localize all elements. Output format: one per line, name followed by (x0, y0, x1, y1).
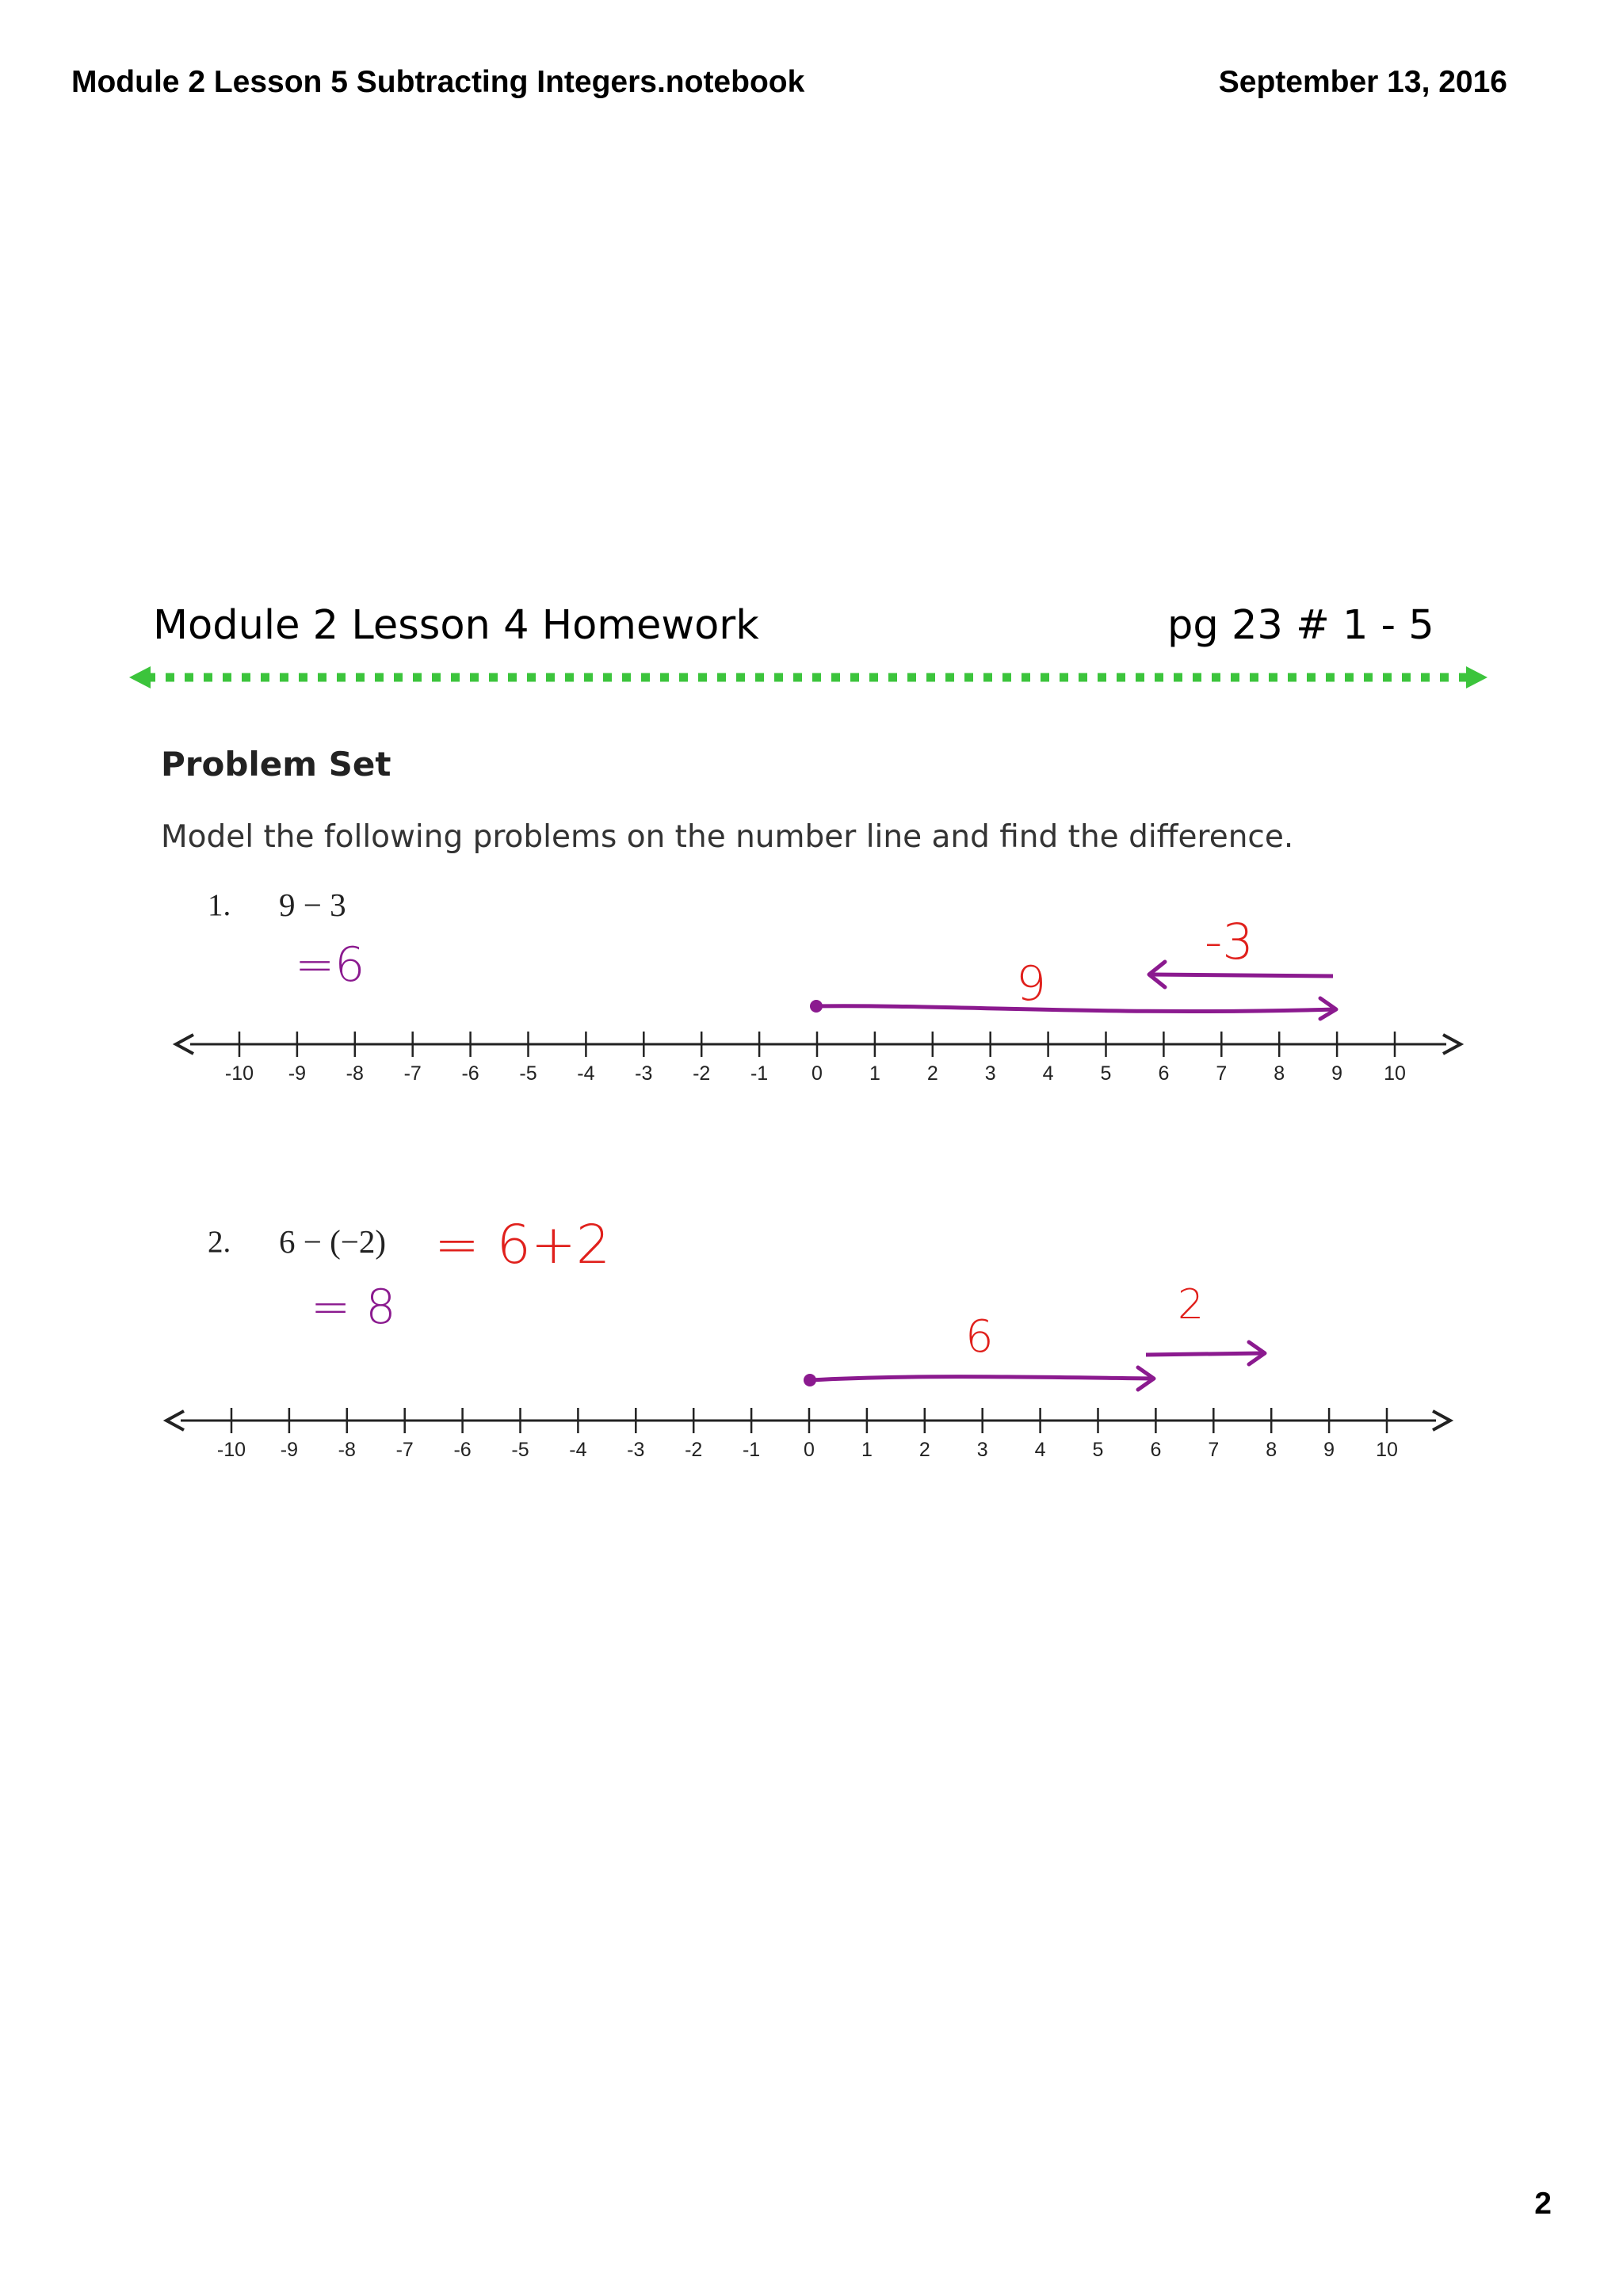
number-line-1-tick-label: 0 (812, 1062, 823, 1085)
problem-2-label-2: 2 (1178, 1281, 1205, 1329)
number-line-1-tick-label: 3 (984, 1062, 996, 1085)
problem-1-jump-arrow-9 (816, 1006, 1335, 1012)
number-line-2-tick-label: 10 (1376, 1439, 1398, 1461)
problem-2-jump-arrow-2 (1146, 1353, 1263, 1355)
number-line-2-tick-label: 2 (918, 1439, 930, 1461)
homework-pages: pg 23 # 1 - 5 (1167, 602, 1434, 649)
number-line-2-tick-label: 0 (804, 1439, 815, 1461)
number-line-2-tick-label: 4 (1034, 1439, 1046, 1461)
number-line-2-tick-label: 8 (1266, 1439, 1277, 1461)
number-line-2-tick-label: 1 (861, 1439, 873, 1461)
number-line-1-tick-label: -4 (577, 1062, 595, 1085)
problem-2-handwriting (311, 1214, 1265, 1390)
number-line-1-tick-label: -8 (346, 1062, 364, 1085)
problem-2-jump-arrow-6 (810, 1377, 1152, 1380)
number-line-1 (176, 1032, 1461, 1085)
number-line-2-tick-label: 9 (1323, 1439, 1335, 1461)
number-line-2-tick-label: -10 (216, 1439, 246, 1461)
number-line-2-tick-label: -9 (280, 1439, 299, 1461)
problem-1-handwriting (295, 913, 1336, 1019)
number-line-1-tick-label: 6 (1158, 1062, 1170, 1085)
number-line-1-tick-label: 2 (926, 1062, 938, 1085)
number-line-1-tick-label: -1 (750, 1062, 769, 1085)
svg-text:=6: =6 (295, 937, 365, 993)
number-line-1-tick-label: -5 (519, 1062, 537, 1085)
notebook-date: September 13, 2016 (1218, 65, 1507, 99)
number-line-2-tick-label: 7 (1208, 1439, 1220, 1461)
problem-2-expression: 6 − (−2) (279, 1223, 387, 1260)
number-line-2-tick-label: -2 (685, 1439, 703, 1461)
problem-1-label-9: 9 (1016, 956, 1047, 1012)
homework-title: Module 2 Lesson 4 Homework (153, 602, 759, 649)
problem-1-expression: 9 − 3 (279, 887, 346, 923)
problem-2-number: 2. (208, 1225, 231, 1259)
page-number: 2 (1534, 2187, 1552, 2221)
number-line-1-tick-label: -3 (635, 1062, 653, 1085)
number-line-1-tick-label: 9 (1331, 1062, 1343, 1085)
number-line-1-tick-label: -6 (461, 1062, 479, 1085)
problem-set-instruction: Model the following problems on the number line and find the difference. (161, 819, 1294, 855)
number-line-1-tick-label: 8 (1274, 1062, 1285, 1085)
number-line-1-tick-label: -2 (693, 1062, 711, 1085)
number-line-1-tick-label: 10 (1384, 1062, 1406, 1085)
divider-left-arrow-icon (129, 666, 151, 688)
number-line-2-tick-label: -7 (395, 1439, 414, 1461)
number-line-2 (166, 1408, 1450, 1461)
problem-1-number: 1. (208, 888, 231, 922)
problem-2-rewrite: = 6+2 (434, 1214, 611, 1276)
number-line-1-tick-label: 1 (869, 1062, 880, 1085)
notebook-title: Module 2 Lesson 5 Subtracting Integers.notebook (71, 65, 805, 99)
number-line-1-tick-label: -9 (288, 1062, 307, 1085)
problem-1-jump-arrow-minus3 (1151, 974, 1333, 976)
problem-2-answer: = 8 (311, 1280, 396, 1335)
number-line-1-tick-label: -7 (403, 1062, 422, 1085)
problem-1-answer (295, 937, 365, 993)
number-line-2-tick-label: -4 (569, 1439, 587, 1461)
number-line-2-tick-label: -1 (742, 1439, 761, 1461)
number-line-2-tick-label: -6 (453, 1439, 472, 1461)
number-line-2-tick-label: 3 (976, 1439, 988, 1461)
divider-line (129, 666, 1487, 688)
problem-2-label-6: 6 (965, 1311, 994, 1363)
number-line-2-tick-label: 6 (1150, 1439, 1162, 1461)
number-line-1-tick-label: 7 (1216, 1062, 1228, 1085)
problem-1-label-minus3: -3 (1205, 913, 1254, 971)
number-line-2-tick-label: 5 (1092, 1439, 1104, 1461)
number-line-2-tick-label: -3 (627, 1439, 645, 1461)
divider-right-arrow-icon (1466, 666, 1487, 688)
number-line-2-tick-label: -8 (338, 1439, 356, 1461)
number-line-1-tick-label: -10 (224, 1062, 254, 1085)
number-line-1-tick-label: 4 (1042, 1062, 1054, 1085)
problem-set-heading: Problem Set (161, 745, 391, 784)
number-line-2-tick-label: -5 (511, 1439, 529, 1461)
number-line-1-tick-label: 5 (1100, 1062, 1112, 1085)
